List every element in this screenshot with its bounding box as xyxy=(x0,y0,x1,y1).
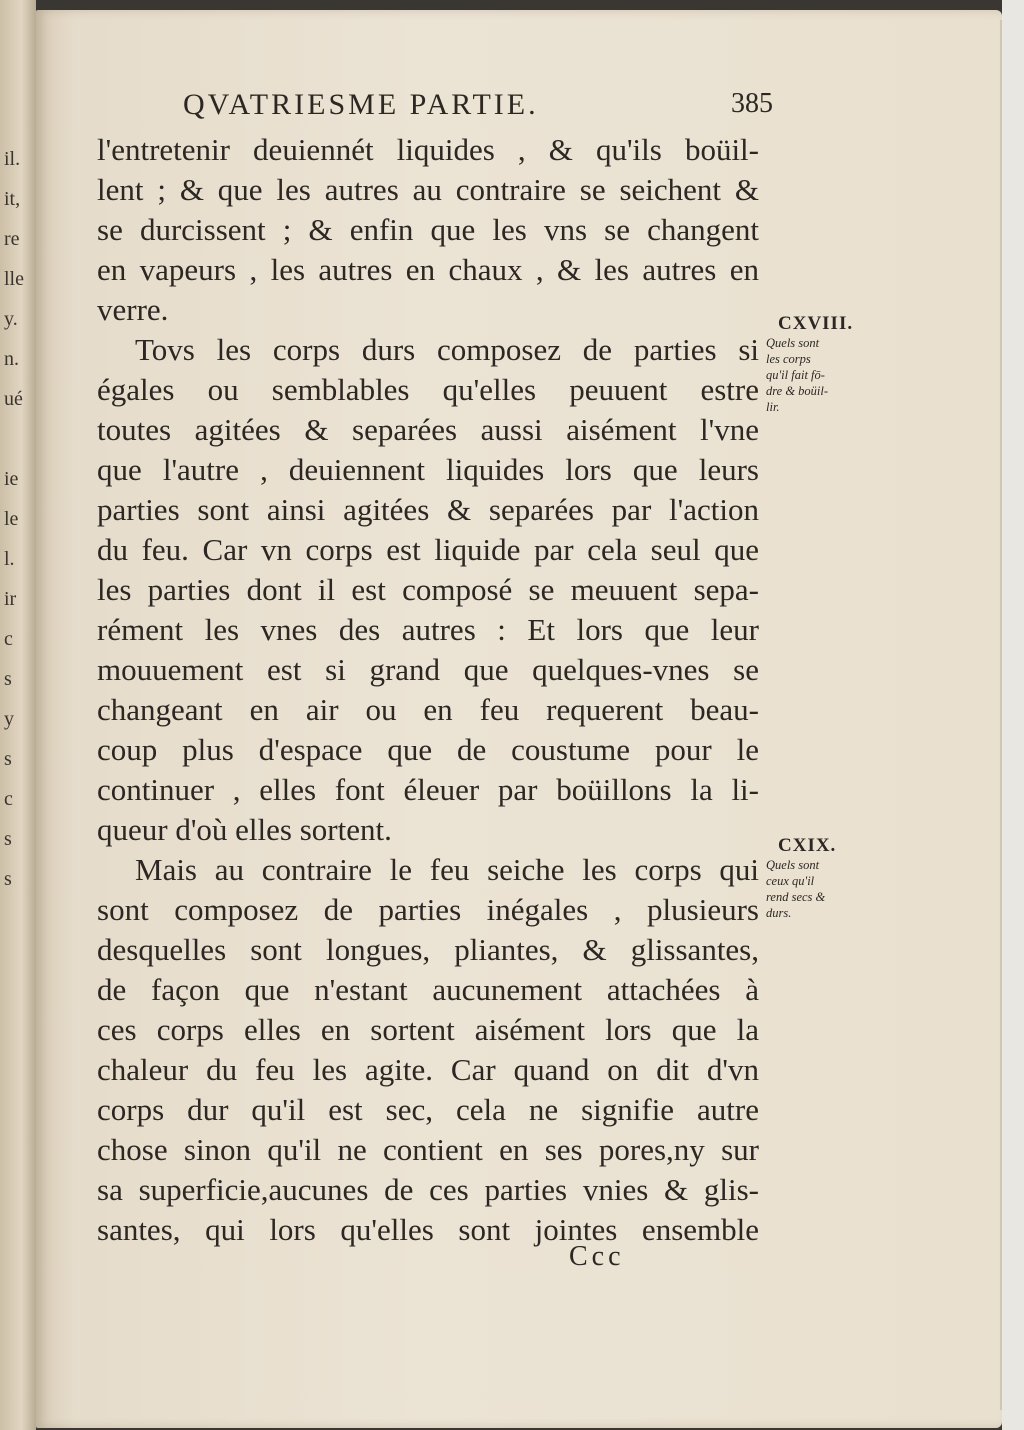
facing-page-fragment: lle xyxy=(4,268,24,290)
facing-page-fragment: s xyxy=(4,868,12,890)
text-line: en vapeurs , les autres en chaux , & les autres en xyxy=(97,252,759,287)
text-line: chose sinon qu'il ne contient en ses pores,ny sur xyxy=(97,1132,759,1167)
running-header xyxy=(183,88,773,128)
facing-page-fragment: s xyxy=(4,828,12,850)
text-line: se durcissent ; & enfin que les vns se changent xyxy=(97,212,759,247)
text-line: desquelles sont longues, pliantes, & glissantes, xyxy=(97,932,759,967)
text-line: de façon que n'estant aucunement attachées à xyxy=(97,972,759,1007)
article-number: CXIX. xyxy=(778,835,837,856)
margin-note-line: qu'il fait fō- xyxy=(766,368,825,382)
facing-page-fragment: ie xyxy=(4,468,19,490)
paragraph-start-line: Mais au contraire le feu seiche les corps qui xyxy=(135,852,759,887)
facing-page-fragment: s xyxy=(4,748,12,770)
margin-note-line: Quels sont xyxy=(766,336,820,350)
text-line: chaleur du feu les agite. Car quand on dit d'vn xyxy=(97,1052,759,1087)
text-line: santes, qui lors qu'elles sont jointes ensemble xyxy=(97,1212,759,1247)
text-line: rément les vnes des autres : Et lors que leur xyxy=(97,612,759,647)
text-line: parties sont ainsi agitées & separées par l'action xyxy=(97,492,759,527)
margin-note-cxix xyxy=(766,835,876,921)
facing-page-fragment: il. xyxy=(4,148,21,170)
text-line: sa superficie,aucunes de ces parties vnies & glis- xyxy=(97,1172,759,1207)
text-line: du feu. Car vn corps est liquide par cela seul que xyxy=(97,532,759,567)
text-line: changeant en air ou en feu requerent beau- xyxy=(97,692,759,727)
facing-page-fragment: c xyxy=(4,788,13,810)
facing-page-fragment: ué xyxy=(4,388,23,410)
facing-page-fragment: it, xyxy=(4,188,21,210)
facing-page-fragment: re xyxy=(4,228,20,250)
text-line: l'entretenir deuiennét liquides , & qu'ils boüil- xyxy=(97,132,759,167)
facing-page-fragment: s xyxy=(4,668,12,690)
text-line: mouuement est si grand que quelques-vnes se xyxy=(97,652,759,687)
margin-note-line: rend secs & xyxy=(766,890,826,904)
margin-note-line: dre & boüil- xyxy=(766,384,829,398)
article-number: CXVIII. xyxy=(778,313,854,334)
margin-note-line: ceux qu'il xyxy=(766,874,815,888)
margin-note-line: Quels sont xyxy=(766,858,820,872)
scan-background xyxy=(1002,0,1024,1430)
margin-note-line: durs. xyxy=(766,906,792,920)
text-line: égales ou semblables qu'elles peuuent estre xyxy=(97,372,759,407)
running-title: QVATRIESME PARTIE. xyxy=(183,88,539,121)
text-line: corps dur qu'il est sec, cela ne signifie autre xyxy=(97,1092,759,1127)
margin-note-line: lir. xyxy=(766,400,780,414)
facing-page-edge xyxy=(0,0,36,1430)
text-line: verre. xyxy=(97,292,169,327)
facing-page-fragment: le xyxy=(4,508,19,530)
text-line: les parties dont il est composé se meuuent sepa- xyxy=(97,572,759,607)
paragraph-start-line: Tovs les corps durs composez de parties si xyxy=(135,332,759,367)
signature-mark: Ccc xyxy=(569,1241,625,1272)
text-line: queur d'où elles sortent. xyxy=(97,812,392,847)
facing-page-fragment: c xyxy=(4,628,13,650)
facing-page-fragment: n. xyxy=(4,348,19,370)
facing-page-fragment: y. xyxy=(4,308,18,330)
text-line: lent ; & que les autres au contraire se seichent & xyxy=(97,172,759,207)
margin-note-line: les corps xyxy=(766,352,811,366)
facing-page-fragment: ir xyxy=(4,588,17,610)
text-line: sont composez de parties inégales , plusieurs xyxy=(97,892,759,927)
text-line: continuer , elles font éleuer par boüillons la li- xyxy=(97,772,759,807)
text-line: ces corps elles en sortent aisément lors que la xyxy=(97,1012,759,1047)
page-number: 385 xyxy=(731,88,773,119)
margin-note-cxviii xyxy=(766,313,876,415)
facing-page-fragment: y xyxy=(4,708,14,730)
text-line: coup plus d'espace que de coustume pour le xyxy=(97,732,759,767)
text-line: que l'autre , deuiennent liquides lors que leurs xyxy=(97,452,759,487)
text-line: toutes agitées & separées aussi aisément l'vne xyxy=(97,412,759,447)
facing-page-fragment: l. xyxy=(4,548,15,570)
